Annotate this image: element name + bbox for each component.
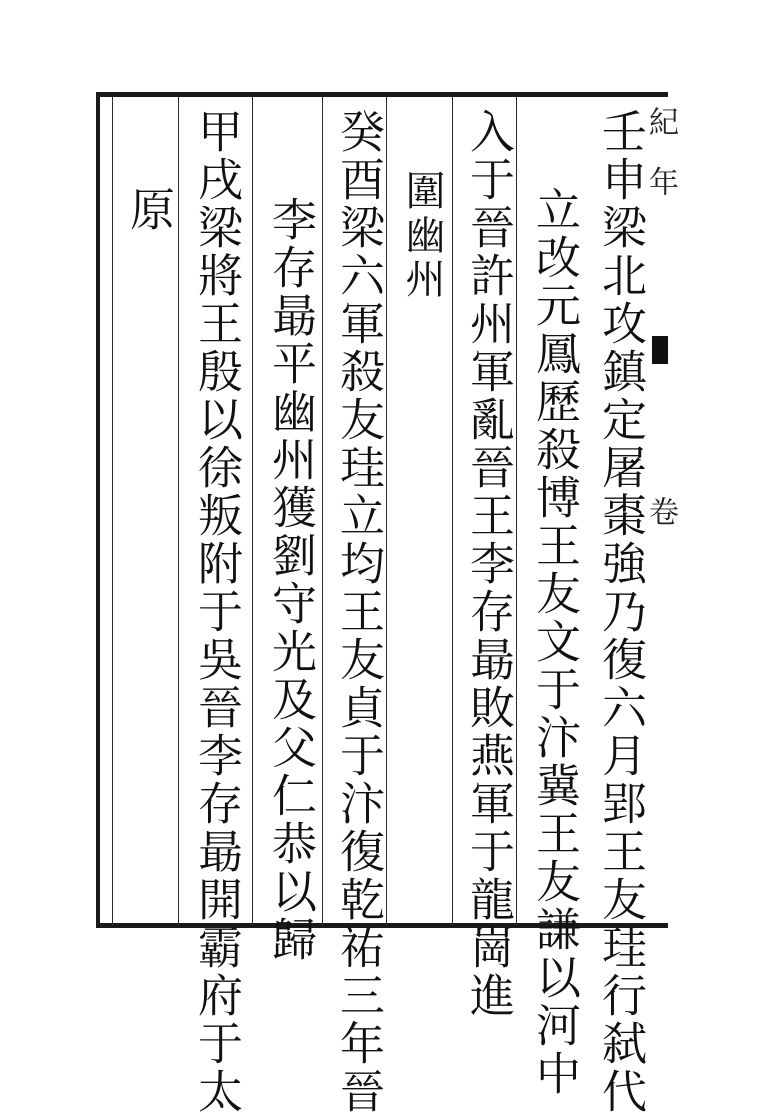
margin-glyph: 年 bbox=[643, 166, 678, 196]
column-rule bbox=[322, 96, 323, 926]
margin-glyph: 紀 bbox=[643, 106, 678, 136]
margin-glyph: 卷 bbox=[643, 496, 678, 526]
text-column-1: 壬申梁北攻鎮定屠棗強乃復六月郢王友珪行弑代 bbox=[594, 108, 647, 1116]
text-column-3: 入于晉許州軍亂晉王李存朂敗燕軍于龍崗進 bbox=[462, 108, 515, 1020]
column-rule bbox=[112, 96, 113, 926]
text-column-7: 甲戌梁將王殷以徐叛附于吳晉李存朂開霸府于太 bbox=[190, 108, 243, 1116]
column-rule bbox=[252, 96, 253, 926]
fishtail-mark bbox=[652, 336, 668, 364]
text-column-2: 立改元鳳歷殺博王友文于汴冀王友謙以河中 bbox=[528, 186, 581, 1098]
text-column-5: 癸酉梁六軍殺友珪立均王友貞于汴復乾祐三年晉 bbox=[332, 108, 385, 1116]
text-column-8: 原 bbox=[122, 186, 175, 234]
text-column-4: 圍幽州 bbox=[399, 170, 445, 302]
column-rule bbox=[386, 96, 387, 926]
margin-strip bbox=[643, 96, 678, 926]
column-rule bbox=[178, 96, 179, 926]
column-rule bbox=[516, 96, 517, 926]
column-rule bbox=[452, 96, 453, 926]
text-column-6: 李存朂平幽州獲劉守光及父仁恭以歸 bbox=[264, 196, 317, 964]
